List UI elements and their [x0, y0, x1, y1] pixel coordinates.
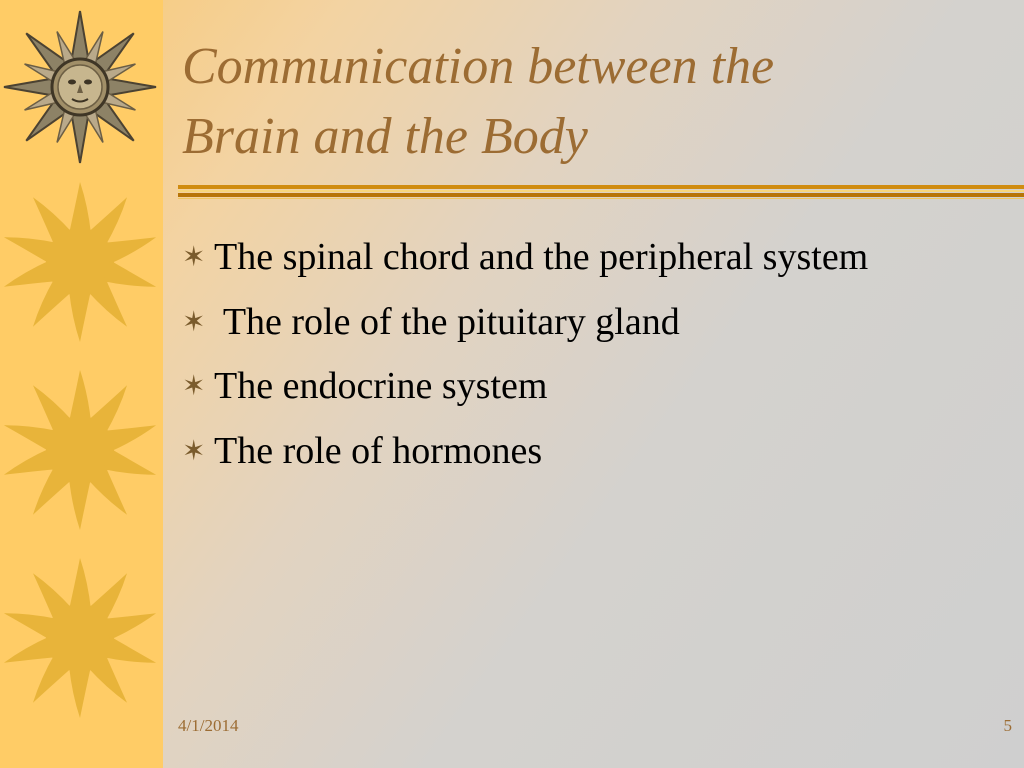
footer-date: 4/1/2014 [178, 716, 239, 735]
bullet-item [182, 290, 868, 355]
bullet-item [182, 354, 868, 419]
sun-face-icon [0, 5, 163, 165]
bullet-text: The role of hormones [214, 430, 543, 473]
slide-title [182, 32, 1002, 172]
bullet-text: The endocrine system [214, 365, 548, 408]
bullet-text: The spinal chord and the peripheral system [214, 236, 869, 278]
title-divider [178, 183, 1024, 201]
page-number: 5 [1003, 716, 1012, 735]
six-point-star-bullet-icon: ✶ [182, 306, 206, 338]
slide-title-line-1: Communication between the [182, 38, 775, 95]
sun-icon [0, 558, 163, 718]
sidebar-strip [0, 0, 163, 768]
sun-icon [0, 370, 163, 530]
six-point-star-bullet-icon: ✶ [182, 371, 206, 403]
six-point-star-bullet-icon: ✶ [182, 436, 206, 468]
bullet-item [182, 419, 868, 484]
sun-icon [0, 182, 163, 342]
six-point-star-bullet-icon: ✶ [182, 242, 206, 273]
bullet-item [182, 225, 868, 290]
bullet-text: The role of the pituitary gland [214, 300, 680, 343]
bullet-list [182, 225, 868, 484]
slide-title-line-2: Brain and the Body [182, 108, 588, 165]
